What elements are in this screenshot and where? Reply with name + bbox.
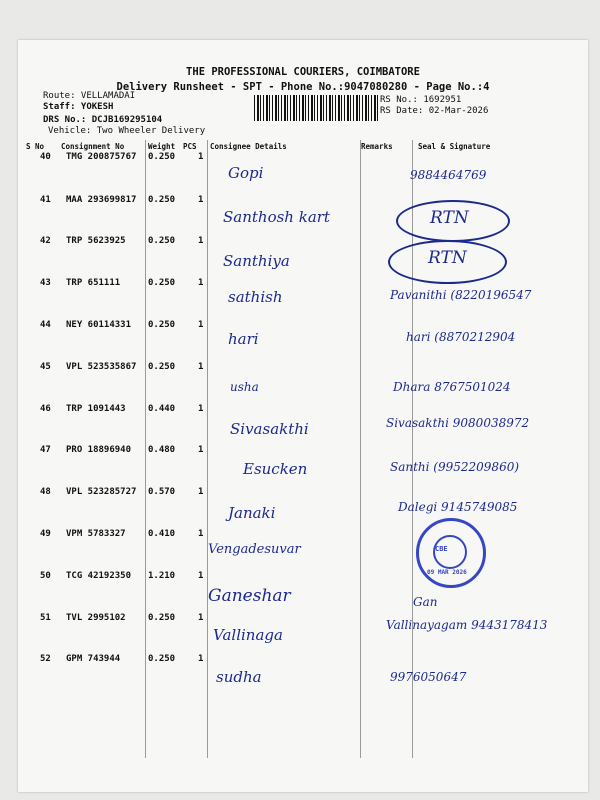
row-consignment: TVL 2995102 (66, 613, 126, 623)
consignee-name-handwritten: Santhosh kart (223, 208, 330, 226)
consignee-name-handwritten: Gopi (228, 164, 264, 182)
col-consignment: Consignment No (61, 142, 125, 151)
row-pcs: 1 (198, 278, 204, 288)
signature-phone: hari (8870212904 (406, 330, 516, 344)
signature-phone: Vallinayagam 9443178413 (386, 618, 548, 632)
row-sno: 42 (40, 236, 51, 246)
row-sno: 46 (40, 404, 51, 414)
row-sno: 49 (40, 529, 51, 539)
drs-number: DRS No.: DCJB169295104 (43, 115, 163, 125)
consignee-name-handwritten: Janaki (228, 504, 276, 522)
rs-date: RS Date: 02-Mar-2026 (380, 106, 489, 116)
row-pcs: 1 (198, 529, 204, 539)
row-sno: 52 (40, 654, 51, 664)
row-sno: 40 (40, 152, 51, 162)
signature-phone: 9976050647 (390, 670, 467, 684)
row-weight: 0.250 (148, 195, 176, 205)
consignee-name-handwritten: Vengadesuvar (208, 542, 301, 557)
row-pcs: 1 (198, 445, 204, 455)
col-consignee: Consignee Details (210, 142, 287, 151)
row-pcs: 1 (198, 613, 204, 623)
row-consignment: PRO 18896940 (66, 445, 132, 455)
courier-seal-stamp (416, 518, 486, 588)
row-pcs: 1 (198, 152, 204, 162)
row-weight: 0.480 (148, 445, 176, 455)
row-consignment: TRP 1091443 (66, 404, 126, 414)
col-sno: S No (26, 142, 45, 151)
row-consignment: GPM 743944 (66, 654, 121, 664)
row-weight: 0.440 (148, 404, 176, 414)
row-consignment: MAA 293699817 (66, 195, 137, 205)
company-title: THE PROFESSIONAL COURIERS, COIMBATORE (186, 66, 420, 78)
signature-phone: Dhara 8767501024 (393, 380, 511, 394)
signature-phone: Dalegi 9145749085 (398, 500, 518, 514)
signature-phone: Sivasakthi 9080038972 (386, 416, 530, 430)
runsheet-subtitle: Delivery Runsheet - SPT - Phone No.:9047080280 - Page No.:4 (116, 81, 490, 93)
consignee-name-handwritten: Esucken (243, 460, 308, 478)
consignee-name-handwritten: Ganeshar (208, 586, 291, 606)
consignee-name-handwritten: sathish (228, 288, 283, 306)
row-sno: 43 (40, 278, 51, 288)
signature-phone: Santhi (9952209860) (390, 460, 520, 474)
row-weight: 0.570 (148, 487, 176, 497)
table-row (18, 654, 588, 716)
rs-number: RS No.: 1692951 (380, 95, 462, 105)
signature-phone: Gan (413, 595, 438, 609)
row-consignment: TRP 651111 (66, 278, 121, 288)
signature-phone: Pavanithi (8220196547 (390, 288, 532, 302)
col-pcs: PCS (183, 142, 197, 151)
row-weight: 0.250 (148, 236, 176, 246)
signature-phone: 9884464769 (410, 168, 487, 182)
row-consignment: TMG 200875767 (66, 152, 137, 162)
row-consignment: VPL 523535867 (66, 362, 137, 372)
consignee-name-handwritten: hari (228, 330, 259, 348)
row-sno: 48 (40, 487, 51, 497)
row-consignment: NEY 60114331 (66, 320, 132, 330)
row-sno: 44 (40, 320, 51, 330)
row-weight: 0.410 (148, 529, 176, 539)
row-consignment: TRP 5623925 (66, 236, 126, 246)
row-sno: 45 (40, 362, 51, 372)
row-pcs: 1 (198, 404, 204, 414)
rtn-mark: RTN (430, 208, 469, 228)
barcode (254, 95, 378, 121)
route-label: Route: VELLAMADAI (43, 91, 136, 101)
consignee-name-handwritten: Sivasakthi (230, 420, 309, 438)
runsheet-document (18, 40, 588, 792)
col-weight: Weight (148, 142, 176, 151)
row-pcs: 1 (198, 487, 204, 497)
rtn-mark: RTN (428, 248, 467, 268)
row-weight: 0.250 (148, 152, 176, 162)
col-seal: Seal & Signature (418, 142, 491, 151)
staff-label: Staff: YOKESH (43, 102, 114, 112)
row-sno: 47 (40, 445, 51, 455)
col-remarks: Remarks (361, 142, 393, 151)
row-pcs: 1 (198, 571, 204, 581)
consignee-name-handwritten: Vallinaga (213, 626, 283, 644)
row-sno: 41 (40, 195, 51, 205)
row-consignment: VPM 5783327 (66, 529, 126, 539)
row-weight: 0.250 (148, 613, 176, 623)
row-sno: 51 (40, 613, 51, 623)
consignee-name-handwritten: Santhiya (223, 252, 290, 270)
row-consignment: VPL 523285727 (66, 487, 137, 497)
vehicle-label: Vehicle: Two Wheeler Delivery (48, 126, 206, 136)
row-pcs: 1 (198, 320, 204, 330)
consignee-name-handwritten: usha (230, 380, 259, 394)
row-consignment: TCG 42192350 (66, 571, 132, 581)
row-weight: 0.250 (148, 320, 176, 330)
seal-center-text: CBE (435, 545, 448, 553)
row-pcs: 1 (198, 236, 204, 246)
row-weight: 0.250 (148, 654, 176, 664)
row-pcs: 1 (198, 195, 204, 205)
row-pcs: 1 (198, 654, 204, 664)
row-sno: 50 (40, 571, 51, 581)
row-weight: 0.250 (148, 278, 176, 288)
row-pcs: 1 (198, 362, 204, 372)
seal-date-text: 09 MAR 2026 (427, 569, 467, 576)
consignee-name-handwritten: sudha (216, 668, 262, 686)
row-weight: 0.250 (148, 362, 176, 372)
row-weight: 1.210 (148, 571, 176, 581)
